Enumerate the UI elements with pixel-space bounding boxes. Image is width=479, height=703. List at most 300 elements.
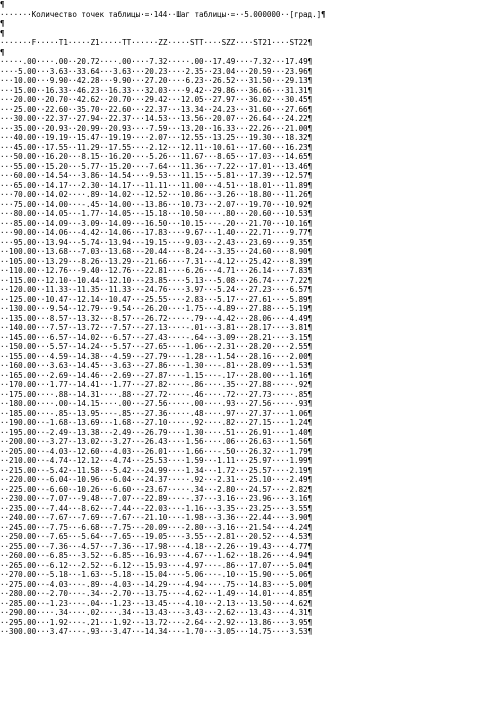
cell-padding: ··: [99, 161, 109, 171]
pilcrow-mark: ¶: [307, 560, 313, 570]
cell-padding: ····: [271, 427, 290, 437]
table-cell-f: 65.00: [13, 180, 37, 190]
table-cell-st21: 25.42: [248, 256, 272, 266]
table-cell-tt: 14.09: [108, 218, 132, 228]
cell-padding: ···: [271, 95, 285, 104]
cell-padding: ···: [167, 209, 181, 218]
table-cell-st22: 5.04: [289, 560, 308, 570]
cell-padding: ··: [99, 484, 109, 494]
cell-padding: ··: [36, 266, 46, 275]
table-cell-szz: 10.61: [212, 142, 236, 152]
table-cell-st22: 4.24: [289, 522, 308, 532]
table-cell-z1: -7.69: [76, 513, 100, 522]
table-cell-st22: 2.55: [289, 342, 308, 351]
cell-padding: ···: [235, 617, 249, 627]
cell-padding: ··: [99, 85, 109, 95]
table-cell-szz: 3.26: [217, 190, 236, 199]
cell-padding: ··: [203, 237, 213, 247]
table-cell-stt: -2.64: [180, 617, 204, 627]
cell-padding: ··: [131, 294, 141, 304]
column-header-padding: ····: [271, 38, 290, 47]
table-cell-st21: 23.69: [248, 237, 272, 247]
cell-padding: ··: [131, 351, 141, 361]
cell-padding: ··: [0, 475, 10, 484]
cell-padding: ····: [271, 285, 290, 294]
table-cell-z1: -14.31: [72, 389, 100, 399]
table-row: [0, 437, 479, 447]
table-cell-stt: 9.42: [185, 85, 204, 95]
table-cell-stt: 6.23: [185, 76, 204, 85]
cell-padding: ····: [167, 266, 186, 275]
table-row: [0, 342, 479, 352]
table-cell-t1: -7.65: [45, 532, 68, 541]
table-cell-tt: 14.00: [108, 199, 132, 209]
cell-padding: ····: [167, 446, 186, 456]
table-cell-tt: .88: [117, 389, 132, 399]
table-cell-z1: 5.77: [81, 161, 100, 171]
table-row: [0, 409, 479, 419]
table-cell-stt: 6.26: [185, 266, 204, 275]
table-cell-tt: 20.93: [108, 123, 132, 133]
table-cell-stt: 13.56: [180, 114, 204, 123]
pilcrow-mark: ¶: [307, 190, 313, 199]
table-cell-st22: 3.15: [289, 332, 308, 342]
table-cell-szz: -.10: [217, 570, 236, 579]
cell-padding: ···: [67, 617, 82, 627]
cell-padding: ···: [99, 408, 114, 418]
cell-padding: ··: [203, 484, 213, 494]
cell-padding: ···: [235, 104, 249, 114]
cell-padding: ···: [271, 199, 285, 209]
cell-padding: ··: [99, 218, 109, 228]
table-cell-f: 190.00: [9, 418, 37, 427]
table-cell-st22: 14.65: [284, 152, 308, 161]
pilcrow-mark: ¶: [307, 408, 313, 418]
table-cell-stt: 11.67: [180, 152, 204, 161]
table-cell-zz: -26.72: [140, 313, 168, 323]
table-cell-stt: .92: [189, 475, 204, 484]
table-cell-zz: -27.43: [140, 332, 168, 342]
table-cell-f: 135.00: [9, 313, 37, 323]
cell-padding: ··: [203, 228, 213, 237]
cell-padding: ···: [99, 66, 114, 76]
table-row: [0, 143, 479, 153]
cell-padding: ··: [99, 522, 109, 532]
pilcrow-mark: ¶: [307, 522, 313, 532]
cell-padding: ··: [36, 551, 46, 560]
table-row: [0, 57, 479, 67]
table-cell-stt: 10.73: [180, 199, 204, 209]
cell-padding: ···: [131, 76, 145, 85]
table-cell-szz: -.86: [217, 560, 236, 570]
column-header-padding: ·····: [99, 38, 123, 47]
cell-padding: ····: [167, 494, 186, 503]
cell-padding: ···: [235, 541, 249, 551]
cell-padding: ··: [203, 95, 213, 104]
table-cell-f: 260.00: [9, 551, 37, 560]
cell-padding: ···: [271, 161, 285, 171]
table-cell-szz: -3.35: [212, 503, 236, 513]
table-row: [0, 181, 479, 191]
table-cell-f: 60.00: [13, 171, 37, 180]
table-cell-st22: .85: [294, 389, 308, 399]
cell-padding: ···: [99, 627, 114, 636]
pilcrow-mark: ¶: [307, 256, 313, 266]
cell-padding: ···: [271, 66, 285, 76]
table-cell-t1: -7.44: [45, 503, 68, 513]
table-cell-szz: 5.81: [217, 171, 236, 180]
table-cell-stt: 8.24: [185, 247, 204, 256]
table-cell-f: 215.00: [9, 465, 37, 475]
table-cell-tt: 15.20: [108, 161, 132, 171]
cell-padding: ·: [67, 342, 73, 351]
table-cell-stt: 7.31: [185, 256, 204, 266]
table-cell-stt: -4.67: [180, 551, 204, 560]
cell-padding: ···: [131, 95, 145, 104]
table-row: [0, 390, 479, 400]
cell-padding: ··: [131, 389, 141, 399]
table-cell-zz: -13.43: [140, 608, 168, 617]
table-cell-z1: 42.62: [76, 95, 100, 104]
table-cell-st22: 3.95: [289, 617, 308, 627]
table-cell-tt: 5.57: [113, 342, 132, 351]
table-cell-f: 280.00: [9, 589, 37, 598]
table-cell-zz: 2.07: [149, 133, 168, 142]
cell-padding: ···: [203, 161, 218, 171]
cell-padding: ····: [99, 57, 118, 66]
table-cell-st21: 18.80: [248, 190, 272, 199]
cell-padding: ····: [271, 266, 290, 275]
table-cell-stt: .00: [190, 399, 204, 408]
table-cell-f: 240.00: [9, 513, 37, 522]
cell-padding: ···: [0, 228, 14, 237]
table-cell-st21: 17.01: [248, 161, 272, 171]
cell-padding: ····: [36, 57, 55, 66]
pilcrow-mark: ¶: [307, 589, 313, 598]
table-cell-st22: 1.24: [289, 418, 308, 427]
cell-padding: ····: [271, 323, 290, 332]
cell-padding: ···: [99, 323, 114, 332]
table-cell-tt: 12.76: [108, 266, 132, 275]
table-cell-st21: 27.88: [248, 380, 272, 389]
cell-padding: ····: [271, 456, 290, 465]
cell-padding: ····: [271, 437, 290, 446]
cell-padding: ··: [36, 190, 46, 199]
table-cell-t1: 3.63: [49, 66, 68, 76]
table-cell-zz: 7.32: [149, 57, 168, 66]
cell-padding: ··: [67, 95, 77, 104]
pilcrow-mark: ¶: [307, 418, 313, 427]
cell-padding: ··: [99, 446, 109, 456]
cell-padding: ·····: [167, 399, 190, 408]
table-cell-tt: .00: [117, 57, 132, 66]
table-cell-stt: .92: [189, 418, 204, 427]
cell-padding: ··: [203, 513, 213, 522]
table-cell-stt: 1.56: [185, 437, 204, 446]
table-cell-tt: -6.04: [108, 475, 132, 484]
cell-padding: ···: [235, 218, 249, 228]
table-cell-t1: 9.90: [49, 76, 68, 85]
pilcrow-mark: ¶: [307, 579, 313, 589]
cell-padding: ····: [203, 427, 222, 437]
table-cell-z1: -10.96: [72, 475, 100, 484]
cell-padding: ··: [131, 560, 141, 570]
cell-padding: ···: [167, 342, 181, 351]
table-cell-stt: 10.86: [180, 190, 204, 199]
pilcrow-mark: ¶: [307, 228, 313, 237]
cell-padding: ··: [131, 484, 141, 494]
table-cell-t1: 4.59: [49, 351, 68, 361]
table-cell-stt: 3.97: [185, 285, 204, 294]
pilcrow-mark: ¶: [307, 598, 313, 608]
cell-padding: ···: [235, 76, 249, 85]
cell-padding: ···: [235, 266, 249, 275]
table-cell-f: 85.00: [13, 218, 37, 228]
table-cell-szz: 27.97: [212, 95, 236, 104]
cell-padding: ···: [235, 494, 249, 503]
table-row: [0, 276, 479, 286]
cell-padding: ···: [235, 437, 249, 446]
cell-padding: ····: [167, 332, 186, 342]
table-cell-st22: 9.35: [289, 237, 308, 247]
cell-padding: ··: [0, 437, 10, 446]
table-cell-f: 250.00: [9, 532, 37, 541]
table-cell-st21: 22.71: [248, 228, 272, 237]
table-cell-st22: 10.16: [284, 218, 308, 228]
step-label: Шаг таблицы: [176, 9, 227, 19]
table-cell-st21: 19.70: [248, 199, 272, 209]
cell-padding: ···: [203, 608, 218, 617]
cell-padding: ··: [67, 551, 77, 560]
cell-padding: ···: [36, 66, 50, 76]
table-row: [0, 304, 479, 314]
table-cell-szz: -4.89: [212, 304, 236, 313]
table-row: [0, 209, 479, 219]
table-cell-z1: -13.69: [72, 418, 100, 427]
table-cell-st21: 26.91: [248, 427, 272, 437]
cell-padding: ··: [99, 598, 109, 608]
table-cell-st21: 26.14: [248, 266, 272, 275]
table-row: [0, 190, 479, 200]
table-cell-t1: .34: [54, 608, 68, 617]
cell-padding: ··: [99, 199, 109, 209]
cell-padding: ·: [67, 408, 73, 418]
cell-padding: ···: [0, 76, 14, 85]
cell-padding: ···: [271, 142, 285, 152]
table-cell-z1: 20.72: [76, 57, 100, 66]
cell-padding: ··: [131, 266, 141, 275]
cell-padding: ···: [235, 152, 249, 161]
cell-padding: ··: [67, 256, 77, 266]
cell-padding: ··: [99, 142, 109, 152]
table-cell-tt: 1.77: [113, 380, 132, 389]
table-cell-z1: 15.47: [76, 133, 100, 142]
table-row: [0, 447, 479, 457]
table-cell-stt: -5.06: [180, 570, 204, 579]
cell-padding: ····: [271, 256, 290, 266]
cell-padding: ··: [67, 228, 77, 237]
table-cell-stt: -1.98: [180, 513, 204, 522]
cell-padding: ···: [203, 617, 218, 627]
cell-padding: ···: [0, 199, 14, 209]
table-cell-st22: 1.56: [289, 437, 308, 446]
table-row: [0, 314, 479, 324]
table-cell-z1: 8.15: [81, 152, 100, 161]
table-cell-stt: 11.15: [180, 171, 204, 180]
cell-padding: ····: [36, 608, 55, 617]
table-cell-st22: 13.46: [284, 161, 308, 171]
table-cell-z1: -4.57: [76, 541, 100, 551]
cell-padding: ··: [99, 104, 109, 114]
table-cell-st22: 4.53: [289, 532, 308, 541]
cell-padding: ···: [36, 351, 50, 361]
table-cell-tt: 14.06: [108, 228, 132, 237]
pilcrow-mark: ¶: [307, 380, 313, 389]
table-cell-zz: -24.76: [140, 285, 168, 294]
pilcrow-mark: ¶: [307, 465, 313, 475]
cell-padding: ····: [271, 475, 290, 484]
table-cell-z1: -.93: [81, 627, 100, 636]
pilcrow-mark: ¶: [307, 617, 313, 627]
cell-padding: ·: [67, 427, 73, 437]
cell-padding: ···: [203, 446, 218, 456]
cell-padding: ··: [99, 513, 109, 522]
table-cell-z1: -5.64: [76, 532, 100, 541]
cell-padding: ··: [203, 142, 213, 152]
table-cell-z1: -.04: [81, 598, 100, 608]
table-cell-st21: 26.32: [248, 446, 272, 456]
table-cell-f: 245.00: [9, 522, 37, 532]
table-cell-zz: -21.10: [140, 513, 168, 522]
table-cell-st22: 3.53: [289, 627, 308, 636]
table-cell-f: 95.00: [13, 237, 37, 247]
empty-paragraph: ¶: [0, 47, 5, 57]
table-cell-zz: -25.53: [140, 456, 168, 465]
table-cell-f: .00: [22, 57, 37, 66]
pilcrow-mark: ¶: [307, 294, 313, 304]
column-header-padding: ····: [235, 38, 254, 47]
table-cell-szz: -1.72: [212, 465, 236, 475]
table-cell-szz: -4.71: [212, 266, 236, 275]
cell-padding: ··: [203, 85, 213, 95]
cell-padding: ··: [131, 237, 141, 247]
cell-padding: ····: [203, 380, 222, 389]
cell-padding: ·: [67, 484, 73, 494]
cell-padding: ··: [36, 171, 46, 180]
cell-padding: ··: [36, 161, 46, 171]
table-cell-tt: -7.75: [108, 522, 132, 532]
cell-padding: ···: [0, 85, 14, 95]
table-cell-z1: -5.74: [76, 237, 100, 247]
table-cell-zz: -13.75: [140, 589, 168, 598]
table-cell-tt: 7.57: [113, 323, 132, 332]
pilcrow-mark: ¶: [307, 541, 313, 551]
cell-padding: ···: [235, 237, 249, 247]
cell-padding: ··: [0, 617, 10, 627]
cell-padding: ··: [67, 57, 77, 66]
table-cell-tt: -6.85: [108, 551, 132, 560]
cell-padding: ··: [131, 418, 141, 427]
table-cell-st21: 19.43: [248, 541, 272, 551]
table-cell-t1: 12.76: [45, 266, 68, 275]
cell-padding: ···: [131, 85, 145, 95]
table-cell-st21: 20.52: [248, 532, 272, 541]
table-cell-z1: -14.41: [72, 380, 100, 389]
cell-padding: ····: [271, 332, 290, 342]
cell-padding: ···: [235, 389, 249, 399]
table-cell-z1: -.45: [81, 199, 100, 209]
cell-padding: ···: [203, 180, 218, 190]
table-cell-t1: .00: [54, 399, 68, 408]
cell-padding: ···: [235, 408, 249, 418]
cell-padding: ····: [271, 598, 290, 608]
cell-padding: ··: [67, 494, 77, 503]
cell-padding: ··: [67, 532, 77, 541]
table-cell-zz: -22.81: [140, 266, 168, 275]
table-cell-stt: -4.10: [180, 598, 204, 608]
table-cell-szz: 4.51: [217, 180, 236, 190]
table-cell-z1: -.21: [81, 617, 100, 627]
cell-padding: ···: [235, 180, 249, 190]
table-cell-st22: 31.31: [284, 85, 308, 95]
table-row: [0, 456, 479, 466]
cell-padding: ···: [235, 228, 249, 237]
cell-padding: ··: [203, 247, 213, 256]
point-count-value: 144: [153, 9, 168, 19]
table-row: [0, 285, 479, 295]
table-cell-st21: 17.39: [248, 171, 272, 180]
cell-padding: ····: [203, 209, 222, 218]
table-row: [0, 475, 479, 485]
cell-padding: ···: [167, 133, 181, 142]
pilcrow-mark: ¶: [307, 313, 313, 323]
table-cell-t1: -6.04: [45, 475, 68, 484]
cell-padding: ··: [99, 228, 109, 237]
table-cell-f: 90.00: [13, 228, 37, 237]
table-cell-stt: -.37: [185, 494, 204, 503]
table-cell-zz: -26.20: [140, 304, 168, 313]
table-cell-zz: -25.55: [140, 294, 168, 304]
table-cell-stt: -4.62: [180, 589, 204, 598]
table-cell-zz: -27.13: [140, 323, 168, 332]
table-cell-zz: 27.20: [144, 76, 168, 85]
cell-padding: ··: [131, 218, 141, 228]
column-header-padding: ·······: [0, 38, 32, 47]
cell-padding: ····: [203, 408, 222, 418]
table-cell-szz: 2.13: [217, 598, 236, 608]
cell-padding: ····: [99, 608, 118, 617]
cell-padding: ···: [36, 380, 50, 389]
table-row: [0, 171, 479, 181]
cell-padding: ···: [271, 171, 285, 180]
table-cell-t1: -5.42: [45, 465, 68, 475]
cell-padding: ···: [167, 190, 181, 199]
cell-padding: ···: [203, 190, 218, 199]
table-cell-t1: 14.54: [45, 171, 68, 180]
cell-padding: ···: [235, 332, 249, 342]
table-cell-f: 165.00: [9, 370, 37, 380]
table-cell-st22: 3.55: [289, 503, 308, 513]
table-cell-tt: 3.47: [113, 627, 132, 636]
table-cell-st21: 27.88: [248, 304, 272, 313]
table-cell-zz: -27.65: [140, 342, 168, 351]
cell-padding: ···: [235, 323, 249, 332]
cell-padding: ···: [235, 190, 249, 199]
cell-padding: ·: [67, 323, 73, 332]
table-cell-zz: -2.12: [144, 142, 168, 152]
cell-padding: ····: [167, 437, 186, 446]
table-cell-zz: -16.93: [140, 551, 168, 560]
